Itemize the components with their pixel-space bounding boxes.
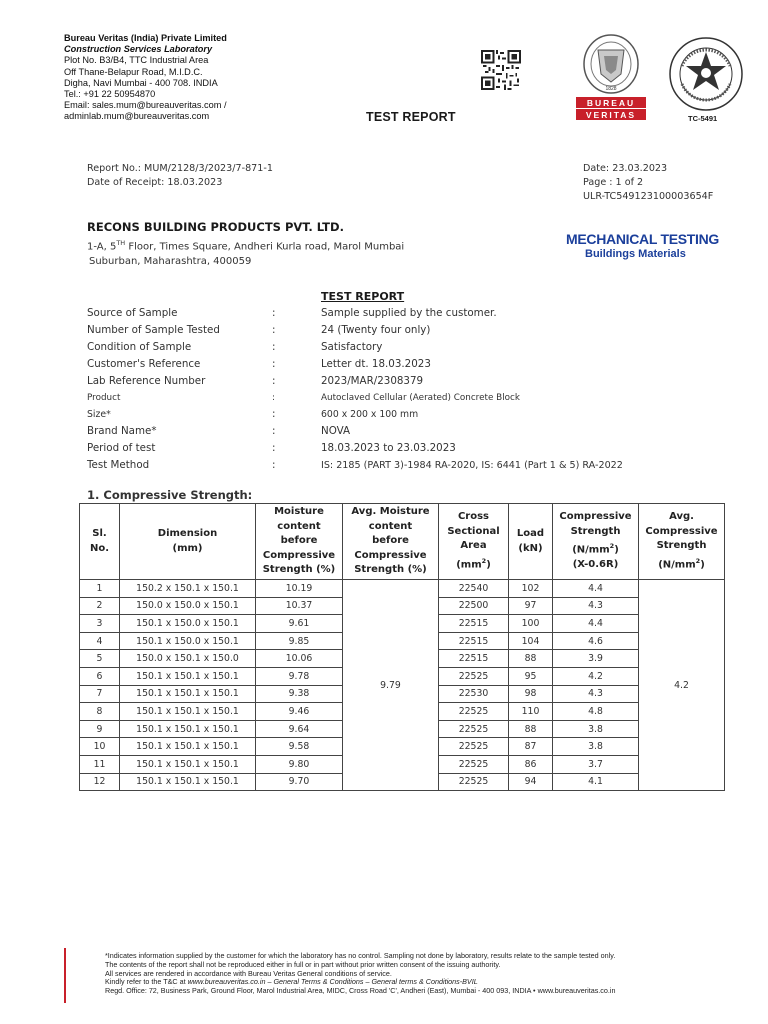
- cell-cross-sectional-area: 22525: [439, 720, 509, 738]
- detail-row: [0, 356, 768, 373]
- footer-line: All services are rendered in accordance with Bureau Veritas General conditions of service.: [105, 968, 392, 978]
- cell-dimension: 150.1 x 150.1 x 150.1: [120, 738, 256, 756]
- lab-header: [64, 33, 227, 123]
- cell-dimension: 150.1 x 150.1 x 150.1: [120, 773, 256, 791]
- detail-value: 2023/MAR/2308379: [321, 375, 424, 387]
- client-name: RECONS BUILDING PRODUCTS PVT. LTD.: [87, 220, 344, 234]
- detail-separator: :: [272, 358, 276, 370]
- header-load: Load (kN): [509, 504, 553, 580]
- cell-load: 110: [509, 703, 553, 721]
- detail-row: [0, 406, 768, 423]
- header-avg-compressive-strength: Avg. Compressive Strength $(N/mm^2)$: [639, 504, 725, 580]
- report-date: Date: 23.03.2023: [583, 163, 668, 174]
- header-dimension: Dimension (mm): [120, 504, 256, 580]
- detail-key: Size*: [87, 409, 111, 420]
- cell-moisture: 9.64: [256, 720, 343, 738]
- cell-load: 87: [509, 738, 553, 756]
- report-number: Report No.: MUM/2128/3/2023/7-871-1: [87, 163, 273, 174]
- cell-load: 86: [509, 755, 553, 773]
- bureau-veritas-logo: [574, 34, 648, 122]
- cell-dimension: 150.2 x 150.1 x 150.1: [120, 580, 256, 598]
- footer-line: *Indicates information supplied by the customer for which the laboratory has no control. Sampling not done by laboratory, results relate to the sample tested only.: [105, 951, 616, 960]
- compressive-strength-table: [79, 503, 725, 791]
- cell-moisture: 10.06: [256, 650, 343, 668]
- cell-cross-sectional-area: 22515: [439, 650, 509, 668]
- detail-row: [0, 457, 768, 474]
- cell-cross-sectional-area: 22530: [439, 685, 509, 703]
- cell-moisture: 9.61: [256, 615, 343, 633]
- detail-key: Customer's Reference: [87, 358, 201, 370]
- cell-avg-moisture: 9.79: [343, 580, 439, 791]
- cell-compressive-strength: 3.9: [553, 650, 639, 668]
- cell-load: 104: [509, 632, 553, 650]
- cell-dimension: 150.1 x 150.1 x 150.1: [120, 720, 256, 738]
- header-compressive-strength: Compressive Strength $(N/mm^2)$ (X-0.6R): [553, 504, 639, 580]
- detail-key: Brand Name*: [87, 425, 157, 437]
- cell-moisture: 9.46: [256, 703, 343, 721]
- cell-compressive-strength: 4.1: [553, 773, 639, 791]
- cell-load: 97: [509, 597, 553, 615]
- footer-notes: [105, 952, 615, 996]
- report-meta-right: [583, 162, 713, 204]
- date-of-receipt: Date of Receipt: 18.03.2023: [87, 177, 223, 188]
- detail-value: Satisfactory: [321, 341, 383, 353]
- detail-value: 24 (Twenty four only): [321, 324, 431, 336]
- cell-dimension: 150.0 x 150.0 x 150.1: [120, 597, 256, 615]
- detail-separator: :: [272, 442, 276, 454]
- detail-value: 18.03.2023 to 23.03.2023: [321, 442, 456, 454]
- detail-value: IS: 2185 (PART 3)-1984 RA-2020, IS: 6441 (Part 1 & 5) RA-2022: [321, 460, 623, 471]
- detail-separator: :: [272, 459, 276, 471]
- cell-moisture: 9.78: [256, 667, 343, 685]
- cell-load: 95: [509, 667, 553, 685]
- detail-row: [0, 339, 768, 356]
- lab-address-line: Digha, Navi Mumbai - 400 708. INDIA: [64, 77, 218, 88]
- cell-compressive-strength: 3.8: [553, 720, 639, 738]
- table-row: [80, 580, 725, 598]
- detail-row: [0, 322, 768, 339]
- cell-moisture: 9.70: [256, 773, 343, 791]
- ulr-number: ULR-TC549123100003654F: [583, 191, 714, 202]
- lab-address-line: Off Thane-Belapur Road, M.I.D.C.: [64, 66, 203, 77]
- cell-compressive-strength: 3.8: [553, 738, 639, 756]
- test-report-title: TEST REPORT: [321, 290, 405, 303]
- table-body: [80, 580, 725, 791]
- table-header-row: [80, 504, 725, 580]
- detail-separator: :: [272, 393, 275, 403]
- cell-cross-sectional-area: 22500: [439, 597, 509, 615]
- header-cross-sectional-area: Cross Sectional Area $(mm^2)$: [439, 504, 509, 580]
- cell-moisture: 10.19: [256, 580, 343, 598]
- header-avg-moisture: Avg. Moisture content before Compressive Strength (%): [343, 504, 439, 580]
- cell-cross-sectional-area: 22540: [439, 580, 509, 598]
- cell-dimension: 150.1 x 150.0 x 150.1: [120, 615, 256, 633]
- detail-row: [0, 390, 768, 407]
- lab-name: Bureau Veritas (India) Private Limited: [64, 33, 227, 43]
- cell-sl-no: 7: [80, 685, 120, 703]
- cell-dimension: 150.1 x 150.0 x 150.1: [120, 632, 256, 650]
- footer-line: Regd. Office: 72, Business Park, Ground Floor, Marol Industrial Area, MIDC, Cross Road 'C', Andheri (East), Mumbai - 400 093, INDIA • www.bureauveritas.co.in: [105, 986, 616, 996]
- cell-sl-no: 5: [80, 650, 120, 668]
- cell-dimension: 150.1 x 150.1 x 150.1: [120, 755, 256, 773]
- cell-load: 98: [509, 685, 553, 703]
- client-address-line: 1-A, 5TH Floor, Times Square, Andheri Kurla road, Marol Mumbai: [87, 239, 405, 253]
- cell-cross-sectional-area: 22525: [439, 755, 509, 773]
- header-sl-no: Sl. No.: [80, 504, 120, 580]
- cell-sl-no: 10: [80, 738, 120, 756]
- footer-line: Kindly refer to the T&C at www.bureauveritas.co.in – General Terms & Conditions – General terms & Conditions-BVIL: [105, 977, 478, 987]
- cell-sl-no: 2: [80, 597, 120, 615]
- cell-compressive-strength: 4.6: [553, 632, 639, 650]
- cell-cross-sectional-area: 22525: [439, 703, 509, 721]
- detail-key: Product: [87, 393, 121, 403]
- detail-separator: :: [272, 408, 276, 420]
- footer-line: The contents of the report shall not be reproduced either in full or in part without prior written consent of the issuing authority.: [105, 959, 501, 969]
- detail-separator: :: [272, 425, 276, 437]
- cell-compressive-strength: 4.3: [553, 597, 639, 615]
- cell-moisture: 9.80: [256, 755, 343, 773]
- cell-dimension: 150.1 x 150.1 x 150.1: [120, 667, 256, 685]
- detail-row: [0, 423, 768, 440]
- detail-separator: :: [272, 341, 276, 353]
- lab-address-line: Plot No. B3/B4, TTC Industrial Area: [64, 55, 209, 66]
- cell-compressive-strength: 4.4: [553, 580, 639, 598]
- bv-logo-top: BUREAU: [586, 98, 636, 108]
- header-moisture: Moisture content before Compressive Strength (%): [256, 504, 343, 580]
- cell-sl-no: 3: [80, 615, 120, 633]
- cell-dimension: 150.1 x 150.1 x 150.1: [120, 685, 256, 703]
- header-title: TEST REPORT: [366, 110, 456, 124]
- cell-moisture: 9.38: [256, 685, 343, 703]
- cell-dimension: 150.1 x 150.1 x 150.1: [120, 703, 256, 721]
- detail-key: Condition of Sample: [87, 341, 192, 353]
- detail-value: Sample supplied by the customer.: [321, 307, 497, 319]
- section-title: 1. Compressive Strength:: [87, 488, 253, 502]
- lab-division: Construction Services Laboratory: [64, 44, 213, 55]
- accreditation-code: TC-5491: [688, 114, 718, 123]
- cell-compressive-strength: 4.3: [553, 685, 639, 703]
- cell-dimension: 150.0 x 150.1 x 150.0: [120, 650, 256, 668]
- footer-accent-bar: [64, 948, 66, 1003]
- detail-value: Autoclaved Cellular (Aerated) Concrete Block: [321, 393, 520, 403]
- cell-cross-sectional-area: 22525: [439, 773, 509, 791]
- cell-load: 88: [509, 720, 553, 738]
- cell-load: 94: [509, 773, 553, 791]
- detail-row: [0, 305, 768, 322]
- cell-compressive-strength: 3.7: [553, 755, 639, 773]
- client-address-line: Suburban, Maharashtra, 400059: [89, 256, 252, 268]
- cell-moisture: 9.58: [256, 738, 343, 756]
- cell-sl-no: 1: [80, 580, 120, 598]
- category-title: MECHANICAL TESTING: [566, 231, 720, 247]
- lab-telephone: Tel.: +91 22 50954870: [64, 89, 156, 100]
- qr-code: [481, 50, 521, 90]
- client-address: [87, 236, 404, 269]
- cell-cross-sectional-area: 22525: [439, 667, 509, 685]
- cell-load: 88: [509, 650, 553, 668]
- detail-separator: :: [272, 324, 276, 336]
- cell-cross-sectional-area: 22515: [439, 615, 509, 633]
- detail-key: Test Method: [87, 459, 150, 471]
- cell-compressive-strength: 4.8: [553, 703, 639, 721]
- page-number: Page : 1 of 2: [583, 177, 644, 188]
- lab-email-line: Email: sales.mum@bureauveritas.com /: [64, 100, 227, 111]
- cell-moisture: 9.85: [256, 632, 343, 650]
- detail-separator: :: [272, 307, 276, 319]
- cell-load: 102: [509, 580, 553, 598]
- cell-cross-sectional-area: 22525: [439, 738, 509, 756]
- detail-separator: :: [272, 375, 276, 387]
- detail-value: NOVA: [321, 425, 351, 437]
- cell-sl-no: 11: [80, 755, 120, 773]
- detail-key: Period of test: [87, 442, 156, 454]
- report-meta-left: [87, 162, 273, 190]
- detail-value: 600 x 200 x 100 mm: [321, 409, 419, 420]
- detail-key: Number of Sample Tested: [87, 324, 220, 336]
- accreditation-seal: [668, 36, 744, 112]
- cell-sl-no: 8: [80, 703, 120, 721]
- cell-avg-compressive-strength: 4.2: [639, 580, 725, 791]
- cell-moisture: 10.37: [256, 597, 343, 615]
- detail-value: Letter dt. 18.03.2023: [321, 358, 431, 370]
- detail-key: Lab Reference Number: [87, 375, 206, 387]
- cell-cross-sectional-area: 22515: [439, 632, 509, 650]
- cell-compressive-strength: 4.2: [553, 667, 639, 685]
- category-subtitle: Buildings Materials: [585, 248, 686, 260]
- lab-email-line: adminlab.mum@bureauveritas.com: [64, 111, 210, 122]
- cell-compressive-strength: 4.4: [553, 615, 639, 633]
- detail-row: [0, 440, 768, 457]
- bv-year: 1828: [605, 86, 617, 92]
- cell-sl-no: 4: [80, 632, 120, 650]
- detail-key: Source of Sample: [87, 307, 178, 319]
- cell-sl-no: 9: [80, 720, 120, 738]
- cell-load: 100: [509, 615, 553, 633]
- cell-sl-no: 6: [80, 667, 120, 685]
- cell-sl-no: 12: [80, 773, 120, 791]
- detail-row: [0, 373, 768, 390]
- bv-logo-bottom: VERITAS: [585, 110, 637, 120]
